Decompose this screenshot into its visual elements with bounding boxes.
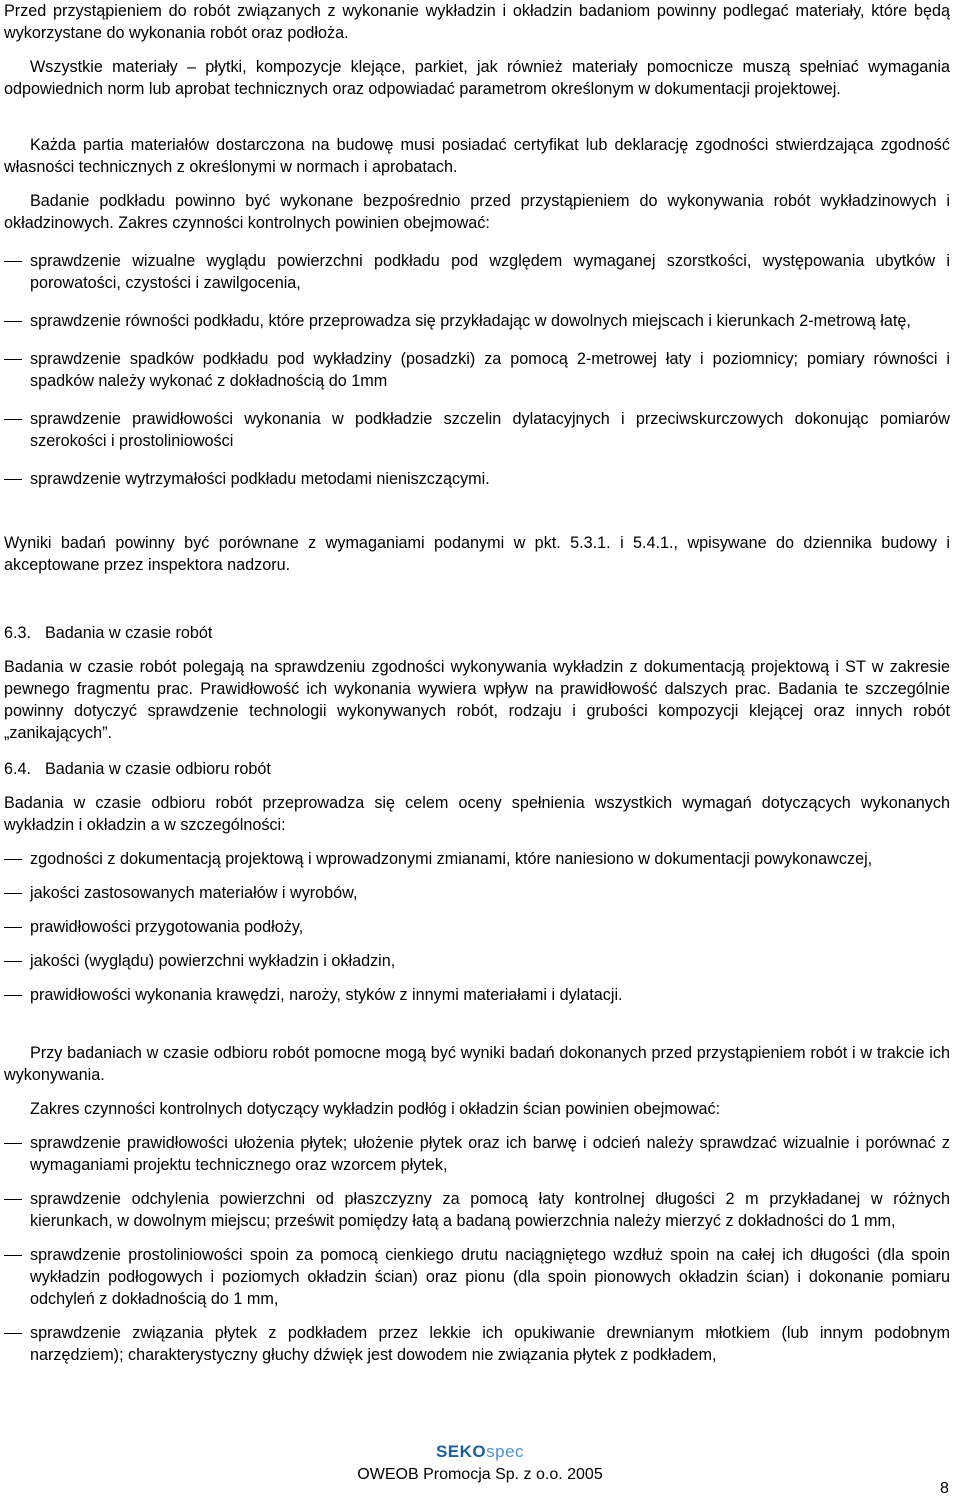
list-item: jakości zastosowanych materiałów i wyrobów, — [4, 882, 950, 904]
list-item: sprawdzenie wizualne wyglądu powierzchni podkładu pod względem wymaganej szorstkości, występowania ubytków i porowatości, czystości i zawilgocenia, — [4, 250, 950, 294]
list-item: sprawdzenie związania płytek z podkładem przez lekkie ich opukiwanie drewnianym młotkiem (lub innym podobnym narzędziem); charakterystyczny głuchy dźwięk jest dowodem nie związania płytek z podkładem, — [4, 1322, 950, 1366]
list-item: zgodności z dokumentacją projektową i wprowadzonymi zmianami, które naniesiono w dokumentacji powykonawczej, — [4, 848, 950, 870]
list-item: sprawdzenie prawidłowości ułożenia płytek; ułożenie płytek oraz ich barwę i odcień należy sprawdzać wizualnie i porównać z wymaganiami projektu technicznego oraz wzorcem płytek, — [4, 1132, 950, 1176]
intro-paragraph-1: Przed przystąpieniem do robót związanych z wykonanie wykładzin i okładzin badaniom powinny podlegać materiały, które będą wykorzystane do wykonania robót oraz podłoża. — [4, 2, 950, 42]
note-paragraph: Przy badaniach w czasie odbioru robót pomocne mogą być wyniki badań dokonanych przed przystąpieniem robót i w trakcie ich wykonywania. — [4, 1044, 950, 1084]
list-item: prawidłowości wykonania krawędzi, naroży, styków z innymi materiałami i dylatacji. — [4, 984, 950, 1006]
results-paragraph: Wyniki badań powinny być porównane z wymaganiami podanymi w pkt. 5.3.1. i 5.4.1., wpisywane do dziennika budowy i akceptowane przez inspektora nadzoru. — [4, 534, 950, 574]
list-item: sprawdzenie odchylenia powierzchni od płaszczyzny za pomocą łaty kontrolnej długości 2 m przykładanej w różnych kierunkach, w dowolnym miejscu; prześwit pomiędzy łatą a badaną powierzchnia należy mierzyć z dokładności do 1 mm, — [4, 1188, 950, 1232]
section-6-4-body: Badania w czasie odbioru robót przeprowadza się celem oceny spełnienia wszystkich wymagań dotyczących wykonanych wykładzin i okładzin a w szczególności: — [4, 794, 950, 834]
list-item: jakości (wyglądu) powierzchni wykładzin i okładzin, — [4, 950, 950, 972]
scope-paragraph: Zakres czynności kontrolnych dotyczący wykładzin podłóg i okładzin ścian powinien obejmować: — [30, 1100, 721, 1118]
list-item: sprawdzenie prostoliniowości spoin za pomocą cienkiego drutu naciągniętego wzdłuż spoin na całej ich długości (dla spoin wykładzin podłogowych i poziomych okładzin ścian) oraz pionu (dla spoin pionowych okładzin ścian) i dokonanie pomiaru odchyleń z dokładnością do 1 mm, — [4, 1244, 950, 1310]
acceptance-list — [4, 848, 950, 1006]
footer-logo: SEKOspec — [435, 1442, 525, 1461]
intro-paragraph-4: Badanie podkładu powinno być wykonane bezpośrednio przed przystąpieniem do wykonywania robót wykładzinowych i okładzinowych. Zakres czynności kontrolnych powinien obejmować: — [4, 192, 950, 232]
list-item: sprawdzenie równości podkładu, które przeprowadza się przykładając w dowolnych miejscach i kierunkach 2-metrową łatę, — [4, 310, 950, 332]
section-6-3-heading: 6.3. Badania w czasie robót — [4, 624, 213, 642]
section-6-4-heading: 6.4. Badania w czasie odbioru robót — [4, 760, 271, 778]
list-item: prawidłowości przygotowania podłoży, — [4, 916, 950, 938]
list-item: sprawdzenie wytrzymałości podkładu metodami nieniszczącymi. — [4, 468, 950, 490]
check-list — [4, 250, 950, 490]
footer-company: OWEOB Promocja Sp. z o.o. 2005 — [357, 1466, 603, 1483]
scope-list — [4, 1132, 950, 1366]
intro-paragraph-2: Wszystkie materiały – płytki, kompozycje klejące, parkiet, jak również materiały pomocnicze muszą spełniać wymagania odpowiednich norm lub aprobat technicznych oraz odpowiadać parametrom określonym w dokumentacji projektowej. — [4, 58, 950, 98]
section-6-3-body: Badania w czasie robót polegają na sprawdzeniu zgodności wykonywania wykładzin z dokumentacją projektową i ST w zakresie pewnego fragmentu prac. Prawidłowość ich wykonania wywiera wpływ na prawidłowość dalszych prac. Badania te szczególnie powinny dotyczyć sprawdzenie technologii wykonywanych robót, rodzaju i grubości kompozycji klejącej oraz innych robót „zanikających”. — [4, 658, 950, 742]
page-number: 8 — [940, 1480, 949, 1497]
intro-paragraph-3: Każda partia materiałów dostarczona na budowę musi posiadać certyfikat lub deklarację zgodności stwierdzająca zgodność własności technicznych z określonymi w normach i aprobatach. — [4, 136, 950, 176]
list-item: sprawdzenie spadków podkładu pod wykładziny (posadzki) za pomocą 2-metrowej łaty i poziomnicy; pomiary równości i spadków należy wykonać z dokładnością do 1mm — [4, 348, 950, 392]
list-item: sprawdzenie prawidłowości wykonania w podkładzie szczelin dylatacyjnych i przeciwskurczowych dokonując pomiarów szerokości i prostoliniowości — [4, 408, 950, 452]
